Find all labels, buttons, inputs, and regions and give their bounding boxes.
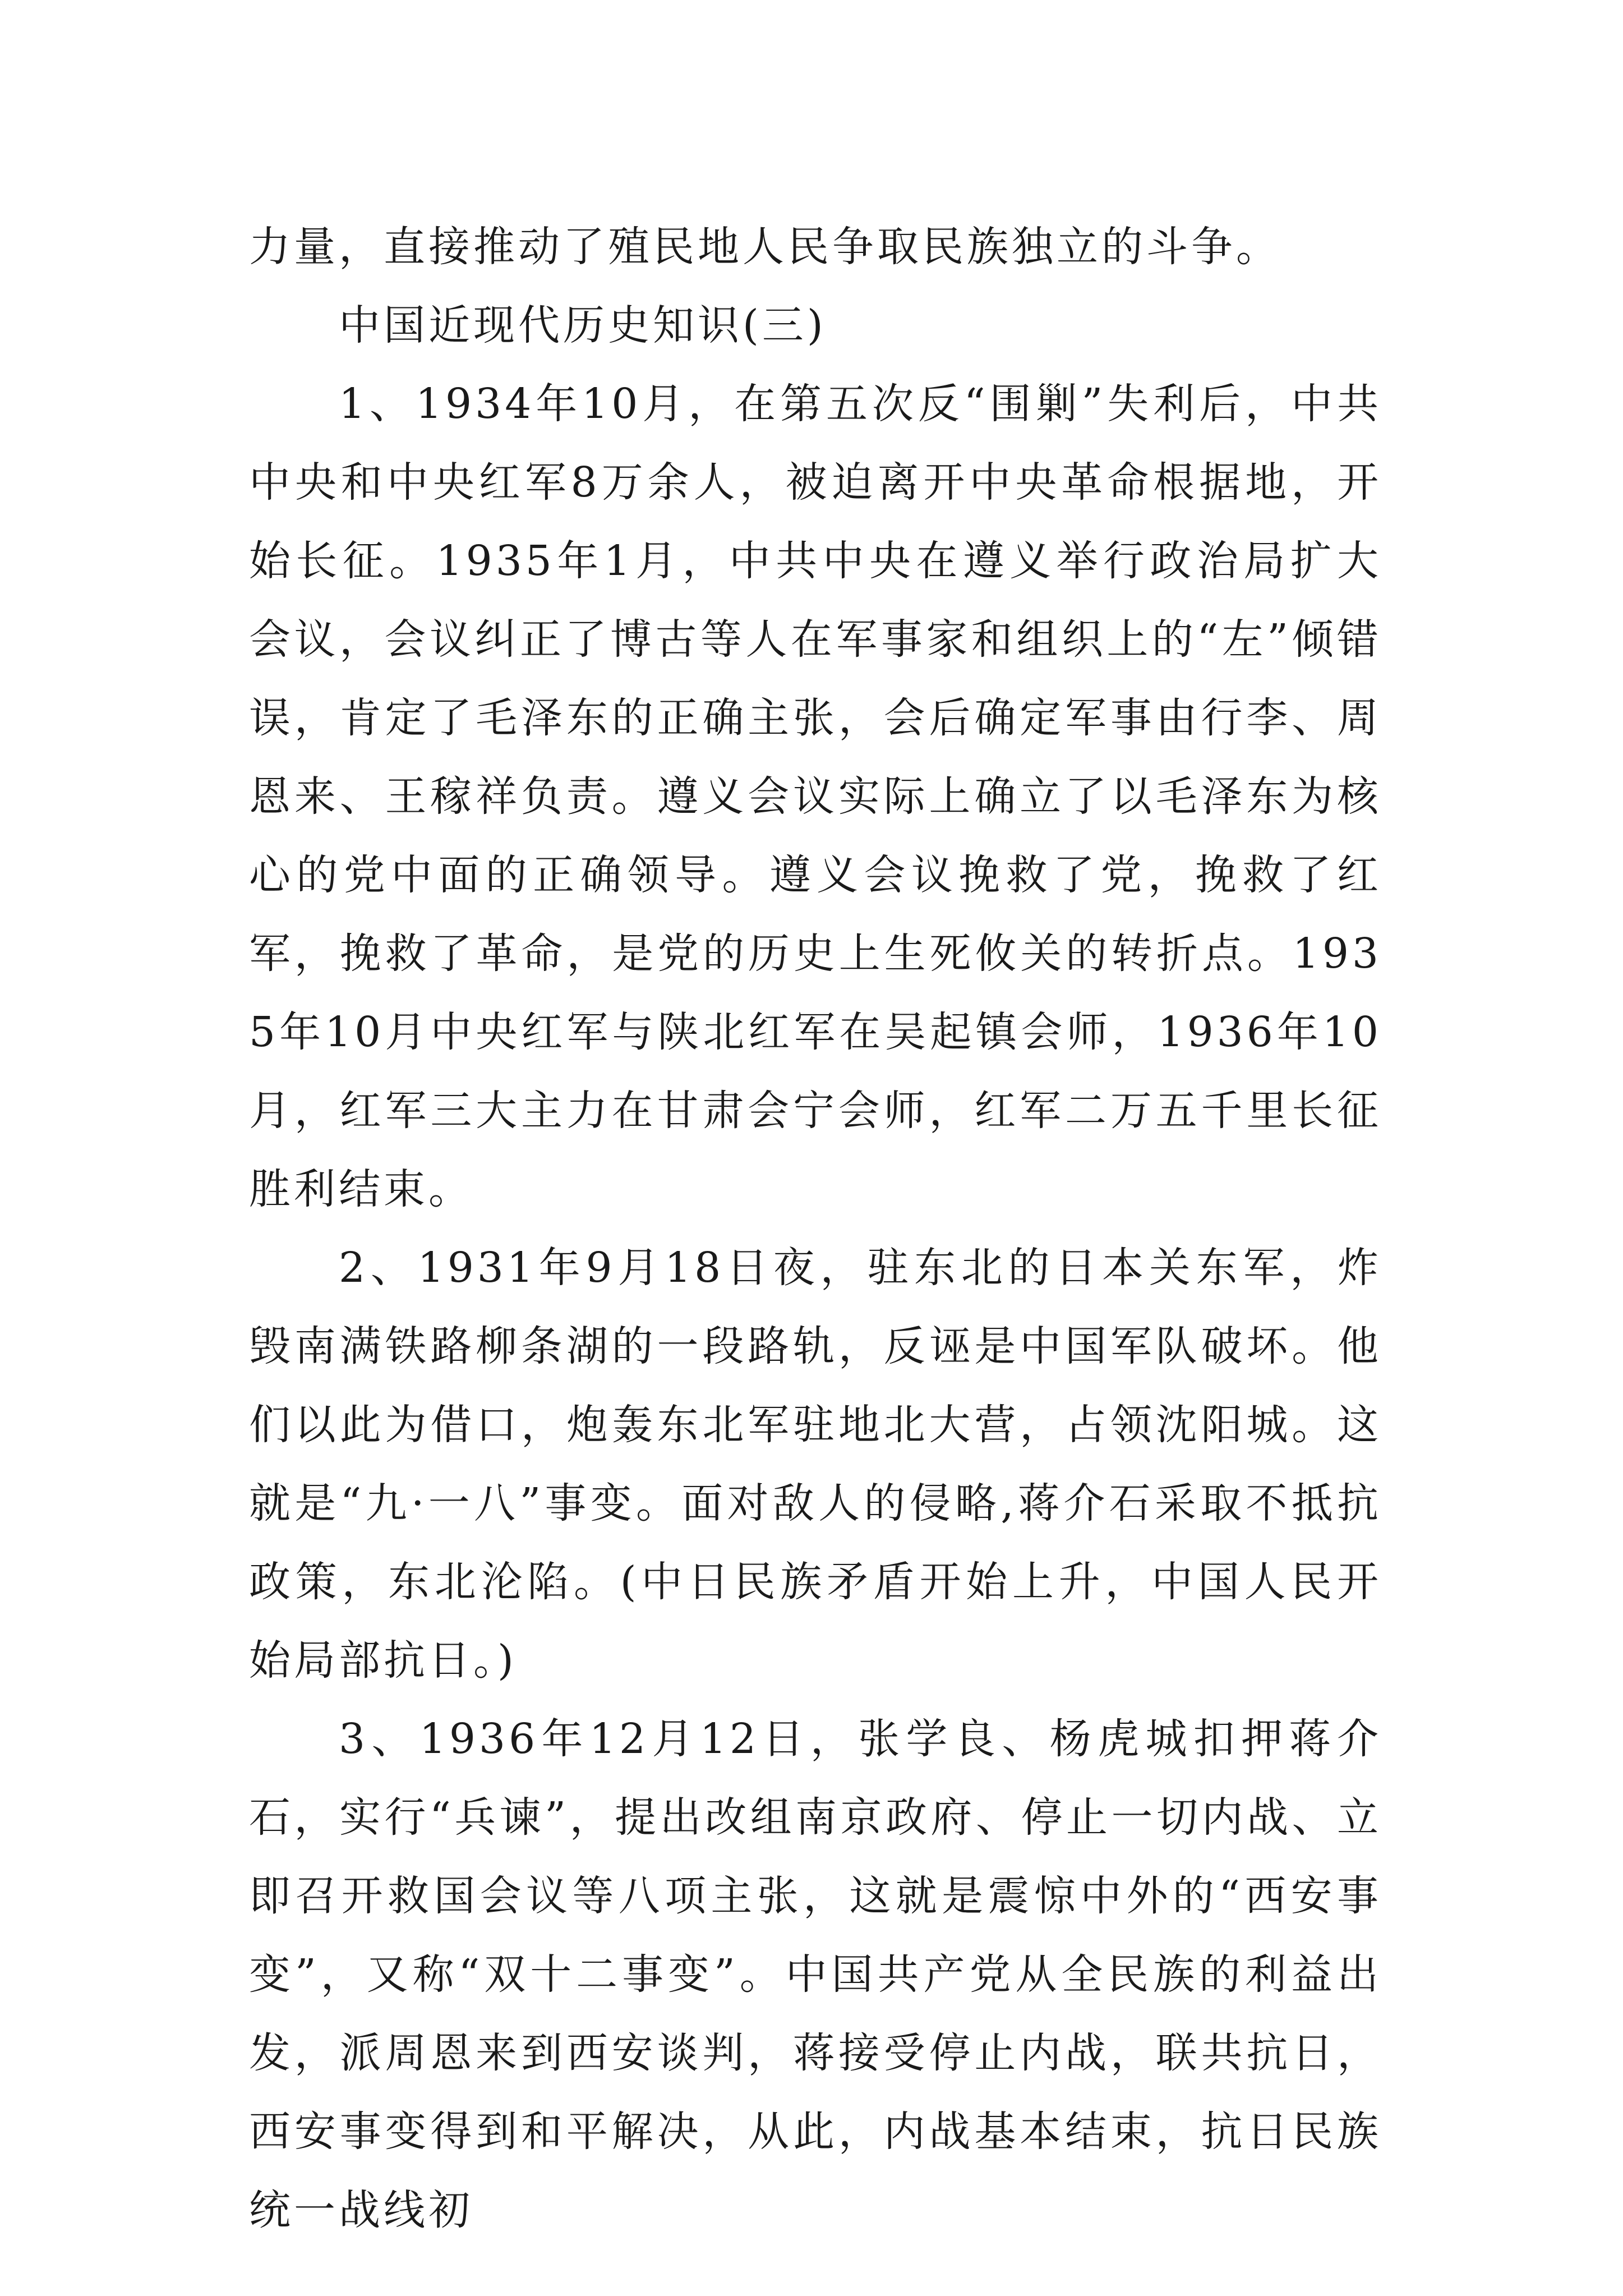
paragraph-september-18: 2、1931年9月18日夜，驻东北的日本关东军，炸毁南满铁路柳条湖的一段路轨，反诬是中国军队破坏。他们以此为借口，炮轰东北军驻地北大营，占领沈阳城。这就是“九·一八”事变。面对敌人的侵略,蒋介石采取不抵抗政策，东北沦陷。(中日民族矛盾开始上升，中国人民开始局部抗日。): [249, 1244, 1382, 1685]
paragraph-long-march: 1、1934年10月，在第五次反“围剿”失利后，中共中央和中央红军8万余人，被迫离开中央革命根据地，开始长征。1935年1月，中共中央在遵义举行政治局扩大会议，会议纠正了博古等人在军事家和组织上的“左”倾错误，肯定了毛泽东的正确主张，会后确定军事由行李、周恩来、王稼祥负责。遵义会议实际上确立了以毛泽东为核心的党中面的正确领导。遵义会议挽救了党，挽救了红军，挽救了革命，是党的历史上生死攸关的转折点。1935年10月中央红军与陕北红军在吴起镇会师，1936年10月，红军三大主力在甘肃会宁会师，红军二万五千里长征胜利结束。: [249, 380, 1382, 1213]
section-heading: 中国近现代历史知识(三): [339, 301, 827, 349]
document-body: [249, 208, 1382, 2249]
paragraph-xian-incident: 3、1936年12月12日，张学良、杨虎城扣押蒋介石，实行“兵谏”，提出改组南京政府、停止一切内战、立即召开救国会议等八项主张，这就是震惊中外的“西安事变”，又称“双十二事变”。中国共产党从全民族的利益出发，派周恩来到西安谈判，蒋接受停止内战，联共抗日，西安事变得到和平解决，从此，内战基本结束，抗日民族统一战线初: [249, 1715, 1382, 2234]
continuation-text: 力量，直接推动了殖民地人民争取民族独立的斗争。: [249, 223, 1281, 271]
